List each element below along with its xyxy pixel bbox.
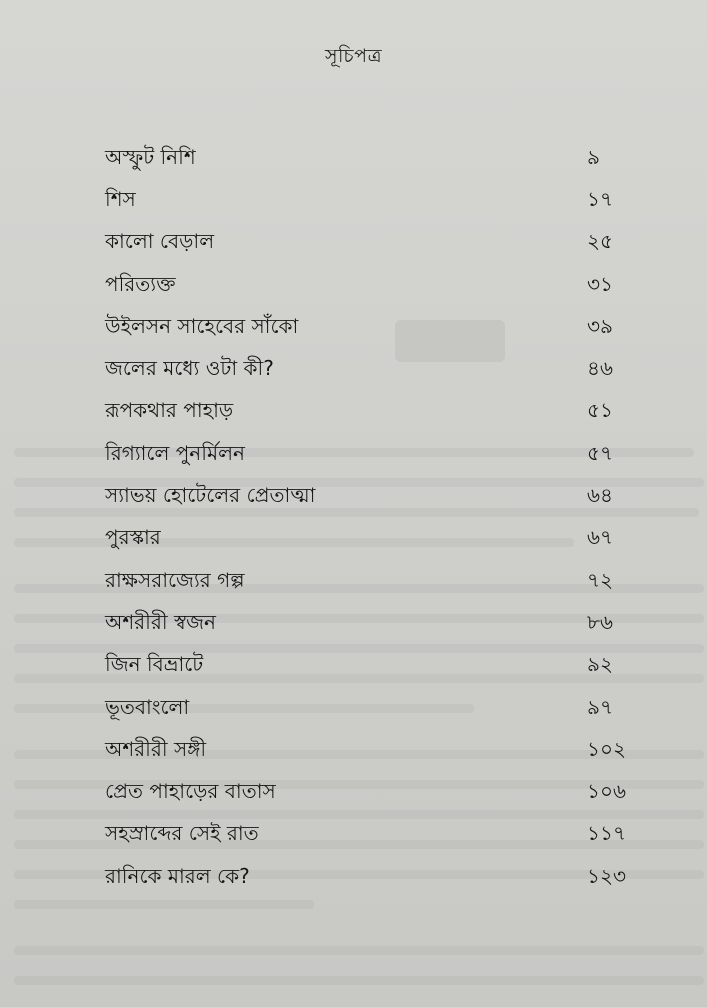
toc-entry bbox=[105, 561, 625, 603]
toc-entry-title: অস্ফুট নিশি bbox=[105, 144, 196, 169]
toc-entry-title: পুরস্কার bbox=[105, 525, 161, 550]
page-title: সূচিপত্র bbox=[324, 45, 383, 67]
toc-entry-title: রাক্ষসরাজ্যের গল্প bbox=[105, 567, 245, 592]
toc-entry-title: উইলসন সাহেবের সাঁকো bbox=[105, 313, 299, 338]
toc-entry-page-number: ৯ bbox=[587, 144, 600, 169]
toc-entry-page-number: ৯৭ bbox=[587, 694, 613, 719]
toc-entry-title: স্যাভয় হোটেলের প্রেতাত্মা bbox=[105, 483, 316, 508]
toc-entry-title: ভূতবাংলো bbox=[105, 694, 190, 719]
toc-entry bbox=[105, 434, 625, 476]
toc-entry bbox=[105, 307, 625, 349]
toc-entry-page-number: ৬৪ bbox=[587, 483, 613, 508]
toc-entry bbox=[105, 223, 625, 265]
toc-entry-page-number: ১০৬ bbox=[587, 779, 626, 804]
toc-entry-page-number: ১৭ bbox=[587, 186, 613, 211]
toc-entry-title: জিন বিভ্রাটে bbox=[105, 652, 204, 677]
toc-entry-page-number: ৭২ bbox=[587, 567, 614, 592]
toc-entry bbox=[105, 138, 625, 180]
toc-entry-page-number: ৩১ bbox=[587, 271, 613, 296]
toc-entry bbox=[105, 646, 625, 688]
toc-entry bbox=[105, 815, 625, 857]
toc-entry bbox=[105, 180, 625, 222]
toc-entry-page-number: ৫১ bbox=[587, 398, 613, 423]
table-of-contents bbox=[105, 138, 625, 899]
toc-entry bbox=[105, 392, 625, 434]
bleed-through-line bbox=[14, 946, 704, 955]
toc-entry-title: রিগ্যালে পুনর্মিলন bbox=[105, 440, 245, 465]
toc-entry-page-number: ১২৩ bbox=[587, 863, 626, 888]
toc-entry bbox=[105, 519, 625, 561]
toc-entry-title: অশরীরী স্বজন bbox=[105, 609, 216, 634]
toc-entry bbox=[105, 603, 625, 645]
toc-entry-page-number: ৪৬ bbox=[587, 356, 613, 381]
toc-entry-page-number: ৫৭ bbox=[587, 440, 613, 465]
toc-entry-page-number: ১১৭ bbox=[587, 821, 626, 846]
bleed-through-line bbox=[14, 900, 314, 909]
toc-entry bbox=[105, 476, 625, 518]
toc-entry-page-number: ২৫ bbox=[587, 229, 613, 254]
toc-entry-page-number: ৩৯ bbox=[587, 313, 613, 338]
toc-entry bbox=[105, 772, 625, 814]
toc-entry-page-number: ৯২ bbox=[587, 652, 613, 677]
toc-entry bbox=[105, 349, 625, 391]
bleed-through-line bbox=[14, 976, 704, 985]
toc-entry-title: কালো বেড়াল bbox=[105, 229, 215, 254]
toc-entry-title: জলের মধ্যে ওটা কী? bbox=[105, 356, 274, 381]
toc-entry bbox=[105, 857, 625, 899]
toc-entry bbox=[105, 265, 625, 307]
toc-entry-title: সহস্রাব্দের সেই রাত bbox=[105, 821, 259, 846]
toc-entry-title: পরিত্যক্ত bbox=[105, 271, 176, 296]
toc-entry-title: শিস bbox=[105, 186, 136, 211]
toc-entry-title: রূপকথার পাহাড় bbox=[105, 398, 234, 423]
toc-entry-page-number: ৬৭ bbox=[587, 525, 614, 550]
toc-entry-title: প্রেত পাহাড়ের বাতাস bbox=[105, 779, 276, 804]
toc-entry bbox=[105, 688, 625, 730]
toc-entry-title: অশরীরী সঙ্গী bbox=[105, 736, 207, 761]
toc-entry bbox=[105, 730, 625, 772]
toc-entry-page-number: ৮৬ bbox=[587, 609, 613, 634]
toc-entry-page-number: ১০২ bbox=[587, 736, 626, 761]
toc-entry-title: রানিকে মারল কে? bbox=[105, 863, 250, 888]
